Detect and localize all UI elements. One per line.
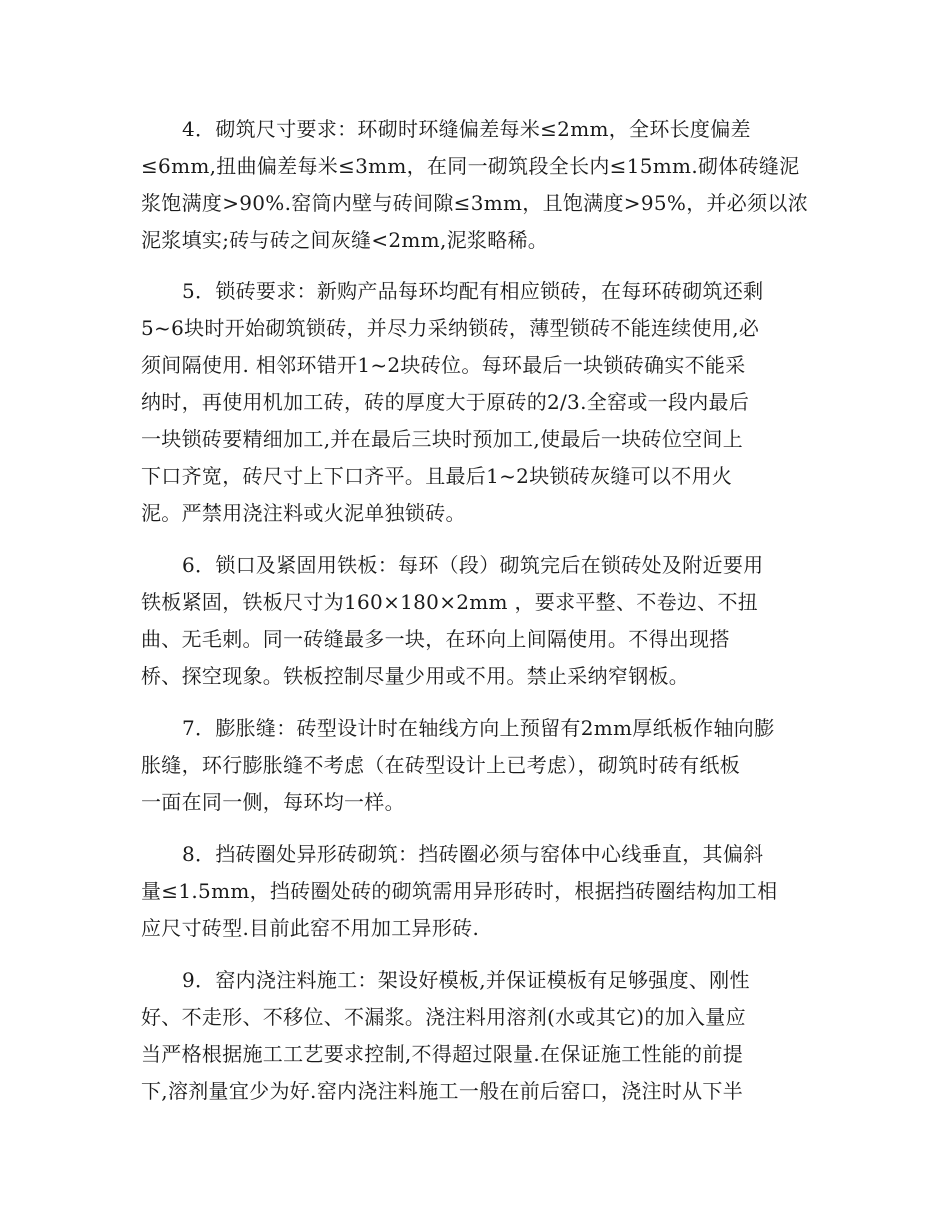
paragraph-line: 6．锁口及紧固用铁板：每环（段）砌筑完后在锁砖处及附近要用 [182,553,764,577]
paragraph-line: 8．挡砖圈处异形砖砌筑：挡砖圈必须与窑体中心线垂直，其偏斜 [182,842,764,866]
paragraph-line: 4．砌筑尺寸要求：环砌时环缝偏差每米≤2mm，全环长度偏差 [182,117,751,141]
paragraph-line: 桥、探空现象。铁板控制尽量少用或不用。禁止采纳窄钢板。 [141,664,690,688]
paragraph-line: 量≤1.5mm，挡砖圈处砖的砌筑需用异形砖时，根据挡砖圈结构加工相 [141,879,778,903]
paragraph-line: 当严格根据施工工艺要求控制,不得超过限量.在保证施工性能的前提 [141,1042,744,1066]
paragraph-line: 9．窑内浇注料施工：架设好模板,并保证模板有足够强度、刚性 [182,968,750,992]
paragraph-line: 5~6块时开始砌筑锁砖，并尽力采纳锁砖，薄型锁砖不能连续使用,必 [141,316,760,340]
paragraph-line: 泥浆填实;砖与砖之间灰缝<2mm,泥浆略稀。 [141,228,549,252]
paragraph-line: 应尺寸砖型.目前此窑不用加工异形砖. [141,916,480,940]
paragraph-line: 铁板紧固，铁板尺寸为160×180×2mm ，要求平整、不卷边、不扭 [141,590,759,614]
paragraph-line: 泥。严禁用浇注料或火泥单独锁砖。 [141,501,466,525]
paragraph-line: 须间隔使用. 相邻环错开1~2块砖位。每环最后一块锁砖确实不能采 [141,353,746,377]
paragraph-line: 5．锁砖要求：新购产品每环均配有相应锁砖，在每环砖砌筑还剩 [182,279,764,303]
paragraph-line: 纳时，再使用机加工砖，砖的厚度大于原砖的2/3.全窑或一段内最后 [141,390,750,414]
paragraph-line: 下口齐宽，砖尺寸上下口齐平。且最后1~2块锁砖灰缝可以不用火 [141,464,733,488]
paragraph-line: 曲、无毛刺。同一砖缝最多一块，在环向上间隔使用。不得出现搭 [141,627,730,651]
paragraph-line: 好、不走形、不移位、不漏浆。浇注料用溶剂(水或其它)的加入量应 [141,1005,746,1029]
paragraph-line: 胀缝，环行膨胀缝不考虑（在砖型设计上已考虑），砌筑时砖有纸板 [141,753,740,777]
paragraph-line: 一块锁砖要精细加工,并在最后三块时预加工,使最后一块砖位空间上 [141,427,744,451]
paragraph-line: 7．膨胀缝：砖型设计时在轴线方向上预留有2mm厚纸板作轴向膨 [182,716,775,740]
paragraph-line: 下,溶剂量宜少为好.窑内浇注料施工一般在前后窑口，浇注时从下半 [141,1079,744,1103]
paragraph-line: 浆饱满度>90%.窑筒内壁与砖间隙≤3mm，且饱满度>95%，并必须以浓 [141,191,808,215]
paragraph-line: ≤6mm,扭曲偏差每米≤3mm，在同一砌筑段全长内≤15mm.砌体砖缝泥 [141,154,800,178]
paragraph-line: 一面在同一侧，每环均一样。 [141,790,405,814]
